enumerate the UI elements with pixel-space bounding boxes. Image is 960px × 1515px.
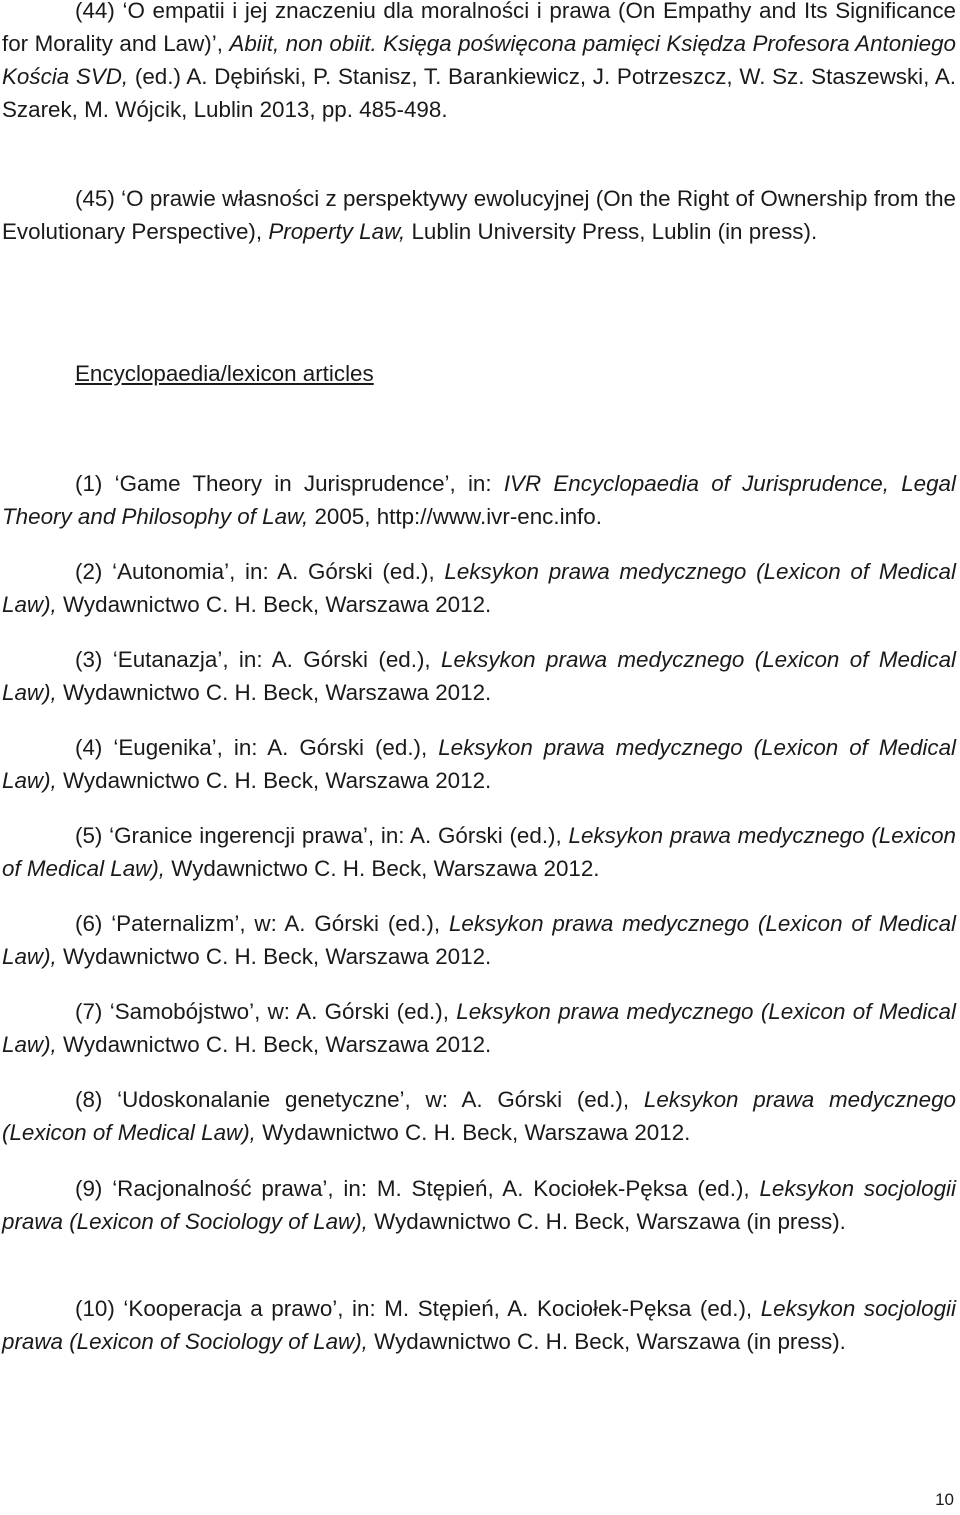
entry-source: Leksykon prawa medycznego (Lexicon of Medical Law), — [2, 1087, 956, 1145]
entry-source: Leksykon prawa medycznego (Lexicon of Medical Law), — [2, 559, 956, 617]
lexicon-entry — [2, 1172, 956, 1238]
entry-number: (6) — [75, 911, 103, 936]
entry-source: Abiit, non obiit. Księga poświęcona pamięci Księdza Profesora Antoniego Kościa SVD, — [2, 31, 956, 89]
entry-number: (1) — [75, 471, 103, 496]
entry-source: IVR Encyclopaedia of Jurisprudence, Legal Theory and Philosophy of Law, — [2, 471, 956, 529]
entry-details: 2005, http://www.ivr-enc.info. — [314, 504, 602, 529]
entry-number: (4) — [75, 735, 103, 760]
entry-number: (44) — [75, 0, 115, 23]
page-number: 10 — [935, 1490, 954, 1509]
entry-number: (8) — [75, 1087, 103, 1112]
entry-number: (45) — [75, 186, 115, 211]
entry-title: ‘Eugenika’, in: A. Górski (ed.), — [113, 735, 428, 760]
lexicon-entry — [2, 467, 956, 533]
entry-number: (5) — [75, 823, 103, 848]
entry-source: Leksykon prawa medycznego (Lexicon of Medical Law), — [2, 999, 956, 1057]
lexicon-entry — [2, 995, 956, 1061]
section-heading: Encyclopaedia/lexicon articles — [75, 361, 374, 386]
entry-title: ‘Udoskonalanie genetyczne’, w: A. Górski (ed.), — [117, 1087, 630, 1112]
entry-number: (10) — [75, 1296, 115, 1321]
entry-source: Leksykon prawa medycznego (Lexicon of Medical Law), — [2, 735, 957, 793]
entry-details: Wydawnictwo C. H. Beck, Warszawa (in press). — [374, 1329, 846, 1354]
lexicon-entry — [2, 555, 956, 621]
bibliography-entry-44 — [2, 0, 956, 126]
entry-source: Leksykon prawa medycznego (Lexicon of Medical Law), — [2, 647, 956, 705]
entry-number: (9) — [75, 1176, 103, 1201]
entry-title: ‘Paternalizm’, w: A. Górski (ed.), — [111, 911, 441, 936]
entry-title: ‘Kooperacja a prawo’, in: M. Stępień, A. Kociołek-Pęksa (ed.), — [123, 1296, 753, 1321]
lexicon-entry — [2, 1292, 956, 1358]
entry-title: ‘Autonomia’, in: A. Górski (ed.), — [112, 559, 435, 584]
entry-source: Leksykon socjologii prawa (Lexicon of Sociology of Law), — [2, 1296, 956, 1354]
entry-source: Leksykon prawa medycznego (Lexicon of Medical Law), — [2, 911, 956, 969]
entry-title: ‘Samobójstwo’, w: A. Górski (ed.), — [109, 999, 449, 1024]
lexicon-entry — [2, 731, 956, 797]
entry-details: Wydawnictwo C. H. Beck, Warszawa 2012. — [262, 1120, 691, 1145]
entry-title: ‘O prawie własności z perspektywy ewolucyjnej (On the Right of Ownership from the Evolutionary Perspective), — [2, 186, 956, 244]
entry-number: (7) — [75, 999, 103, 1024]
entry-details: Wydawnictwo C. H. Beck, Warszawa 2012. — [171, 856, 600, 881]
entry-source: Property Law, — [268, 219, 406, 244]
lexicon-entry — [2, 907, 956, 973]
entry-details: Wydawnictwo C. H. Beck, Warszawa (in press). — [374, 1209, 846, 1234]
entry-details: Wydawnictwo C. H. Beck, Warszawa 2012. — [63, 1032, 492, 1057]
entry-title: ‘Racjonalność prawa’, in: M. Stępień, A. Kociołek-Pęksa (ed.), — [112, 1176, 750, 1201]
entry-details: Wydawnictwo C. H. Beck, Warszawa 2012. — [63, 680, 492, 705]
lexicon-entry — [2, 1083, 956, 1149]
entry-details: (ed.) A. Dębiński, P. Stanisz, T. Barankiewicz, J. Potrzeszcz, W. Sz. Staszewski, A. Szarek, M. Wójcik, Lublin 2013, pp. 485-498. — [2, 64, 956, 122]
entry-details: Wydawnictwo C. H. Beck, Warszawa 2012. — [63, 944, 492, 969]
bibliography-entry-45 — [2, 182, 956, 248]
lexicon-entry — [2, 643, 956, 709]
entry-number: (3) — [75, 647, 103, 672]
entry-source: Leksykon prawa medycznego (Lexicon of Medical Law), — [2, 823, 956, 881]
entry-source: Leksykon socjologii prawa (Lexicon of Sociology of Law), — [2, 1176, 956, 1234]
entry-number: (2) — [75, 559, 103, 584]
lexicon-entry — [2, 819, 956, 885]
entry-details: Wydawnictwo C. H. Beck, Warszawa 2012. — [63, 592, 492, 617]
entry-details: Lublin University Press, Lublin (in press). — [411, 219, 818, 244]
entry-title: ‘Granice ingerencji prawa’, in: A. Górski (ed.), — [109, 823, 562, 848]
entry-details: Wydawnictwo C. H. Beck, Warszawa 2012. — [63, 768, 492, 793]
entry-title: ‘O empatii i jej znaczeniu dla moralności i prawa (On Empathy and Its Significance for Morality and Law)’, — [2, 0, 956, 56]
entry-title: ‘Eutanazja’, in: A. Górski (ed.), — [112, 647, 431, 672]
entry-title: ‘Game Theory in Jurisprudence’, in: — [114, 471, 492, 496]
